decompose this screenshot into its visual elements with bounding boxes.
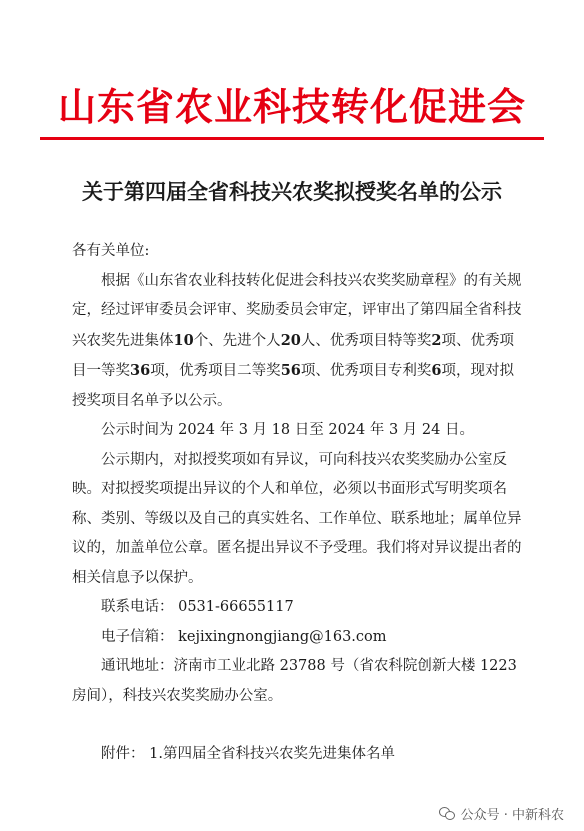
award-text: 项、优秀项目专利奖 — [300, 363, 432, 379]
organization-title: 山东省农业科技转化促进会 — [57, 84, 526, 129]
award-paragraph — [72, 267, 522, 417]
watermark-label: 公众号 · 中新科农 — [460, 808, 564, 823]
notice-title: 关于第四届全省科技兴农奖拟授奖名单的公示 — [82, 179, 502, 204]
contact-phone: 联系电话： 0531-66655117 — [101, 599, 294, 615]
award-count: 10 — [173, 331, 194, 349]
award-text: 人、优秀项目特等奖 — [300, 332, 432, 349]
award-text: 项，现对拟授奖项目名单予以公示。 — [72, 363, 514, 409]
objection-paragraph: 公示期内，对拟授奖项如有异议，可向科技兴农奖奖励办公室反映。对拟授奖项提出异议的个人和单位，必须以书面形式写明奖项名称、类别、等级以及自己的真实姓名、工作单位、联系地址；属单位异议的，加盖单位公章。匿名提出异议不予受理。我们将对异议提出者的相关信息予以保护。 — [72, 451, 522, 586]
contact-address: 通讯地址：济南市工业北路 23788 号（省农科院创新大楼 1223 房间），科技兴农奖奖励办公室。 — [72, 658, 517, 704]
wechat-icon — [439, 807, 455, 821]
notice-body — [72, 237, 522, 770]
award-text: 项、优秀项目一等奖 — [72, 332, 514, 379]
award-text: 项，优秀项目二等奖 — [150, 363, 281, 379]
award-text: 根据《山东省农业科技转化促进会科技兴农奖奖励章程》的有关规定，经过评审委员会评审、奖励委员会审定，评审出了第四届全省科技兴农奖先进集体 — [72, 272, 522, 349]
wechat-watermark — [439, 804, 564, 823]
contact-email: 电子信箱： kejixingnongjiang@163.com — [101, 628, 387, 645]
publicity-period: 公示时间为 2024 年 3 月 18 日至 2024 年 3 月 24 日。 — [101, 422, 474, 438]
award-count: 6 — [431, 362, 442, 379]
award-count: 20 — [280, 331, 301, 349]
header-divider — [40, 137, 544, 140]
spacer — [72, 711, 522, 740]
attachment-line: 附件： 1.第四届全省科技兴农奖先进集体名单 — [101, 746, 395, 762]
salutation: 各有关单位: — [72, 243, 150, 259]
award-text: 个、先进个人 — [193, 332, 281, 349]
award-count: 56 — [280, 362, 301, 379]
award-count: 2 — [431, 331, 442, 349]
award-count: 36 — [130, 362, 151, 379]
